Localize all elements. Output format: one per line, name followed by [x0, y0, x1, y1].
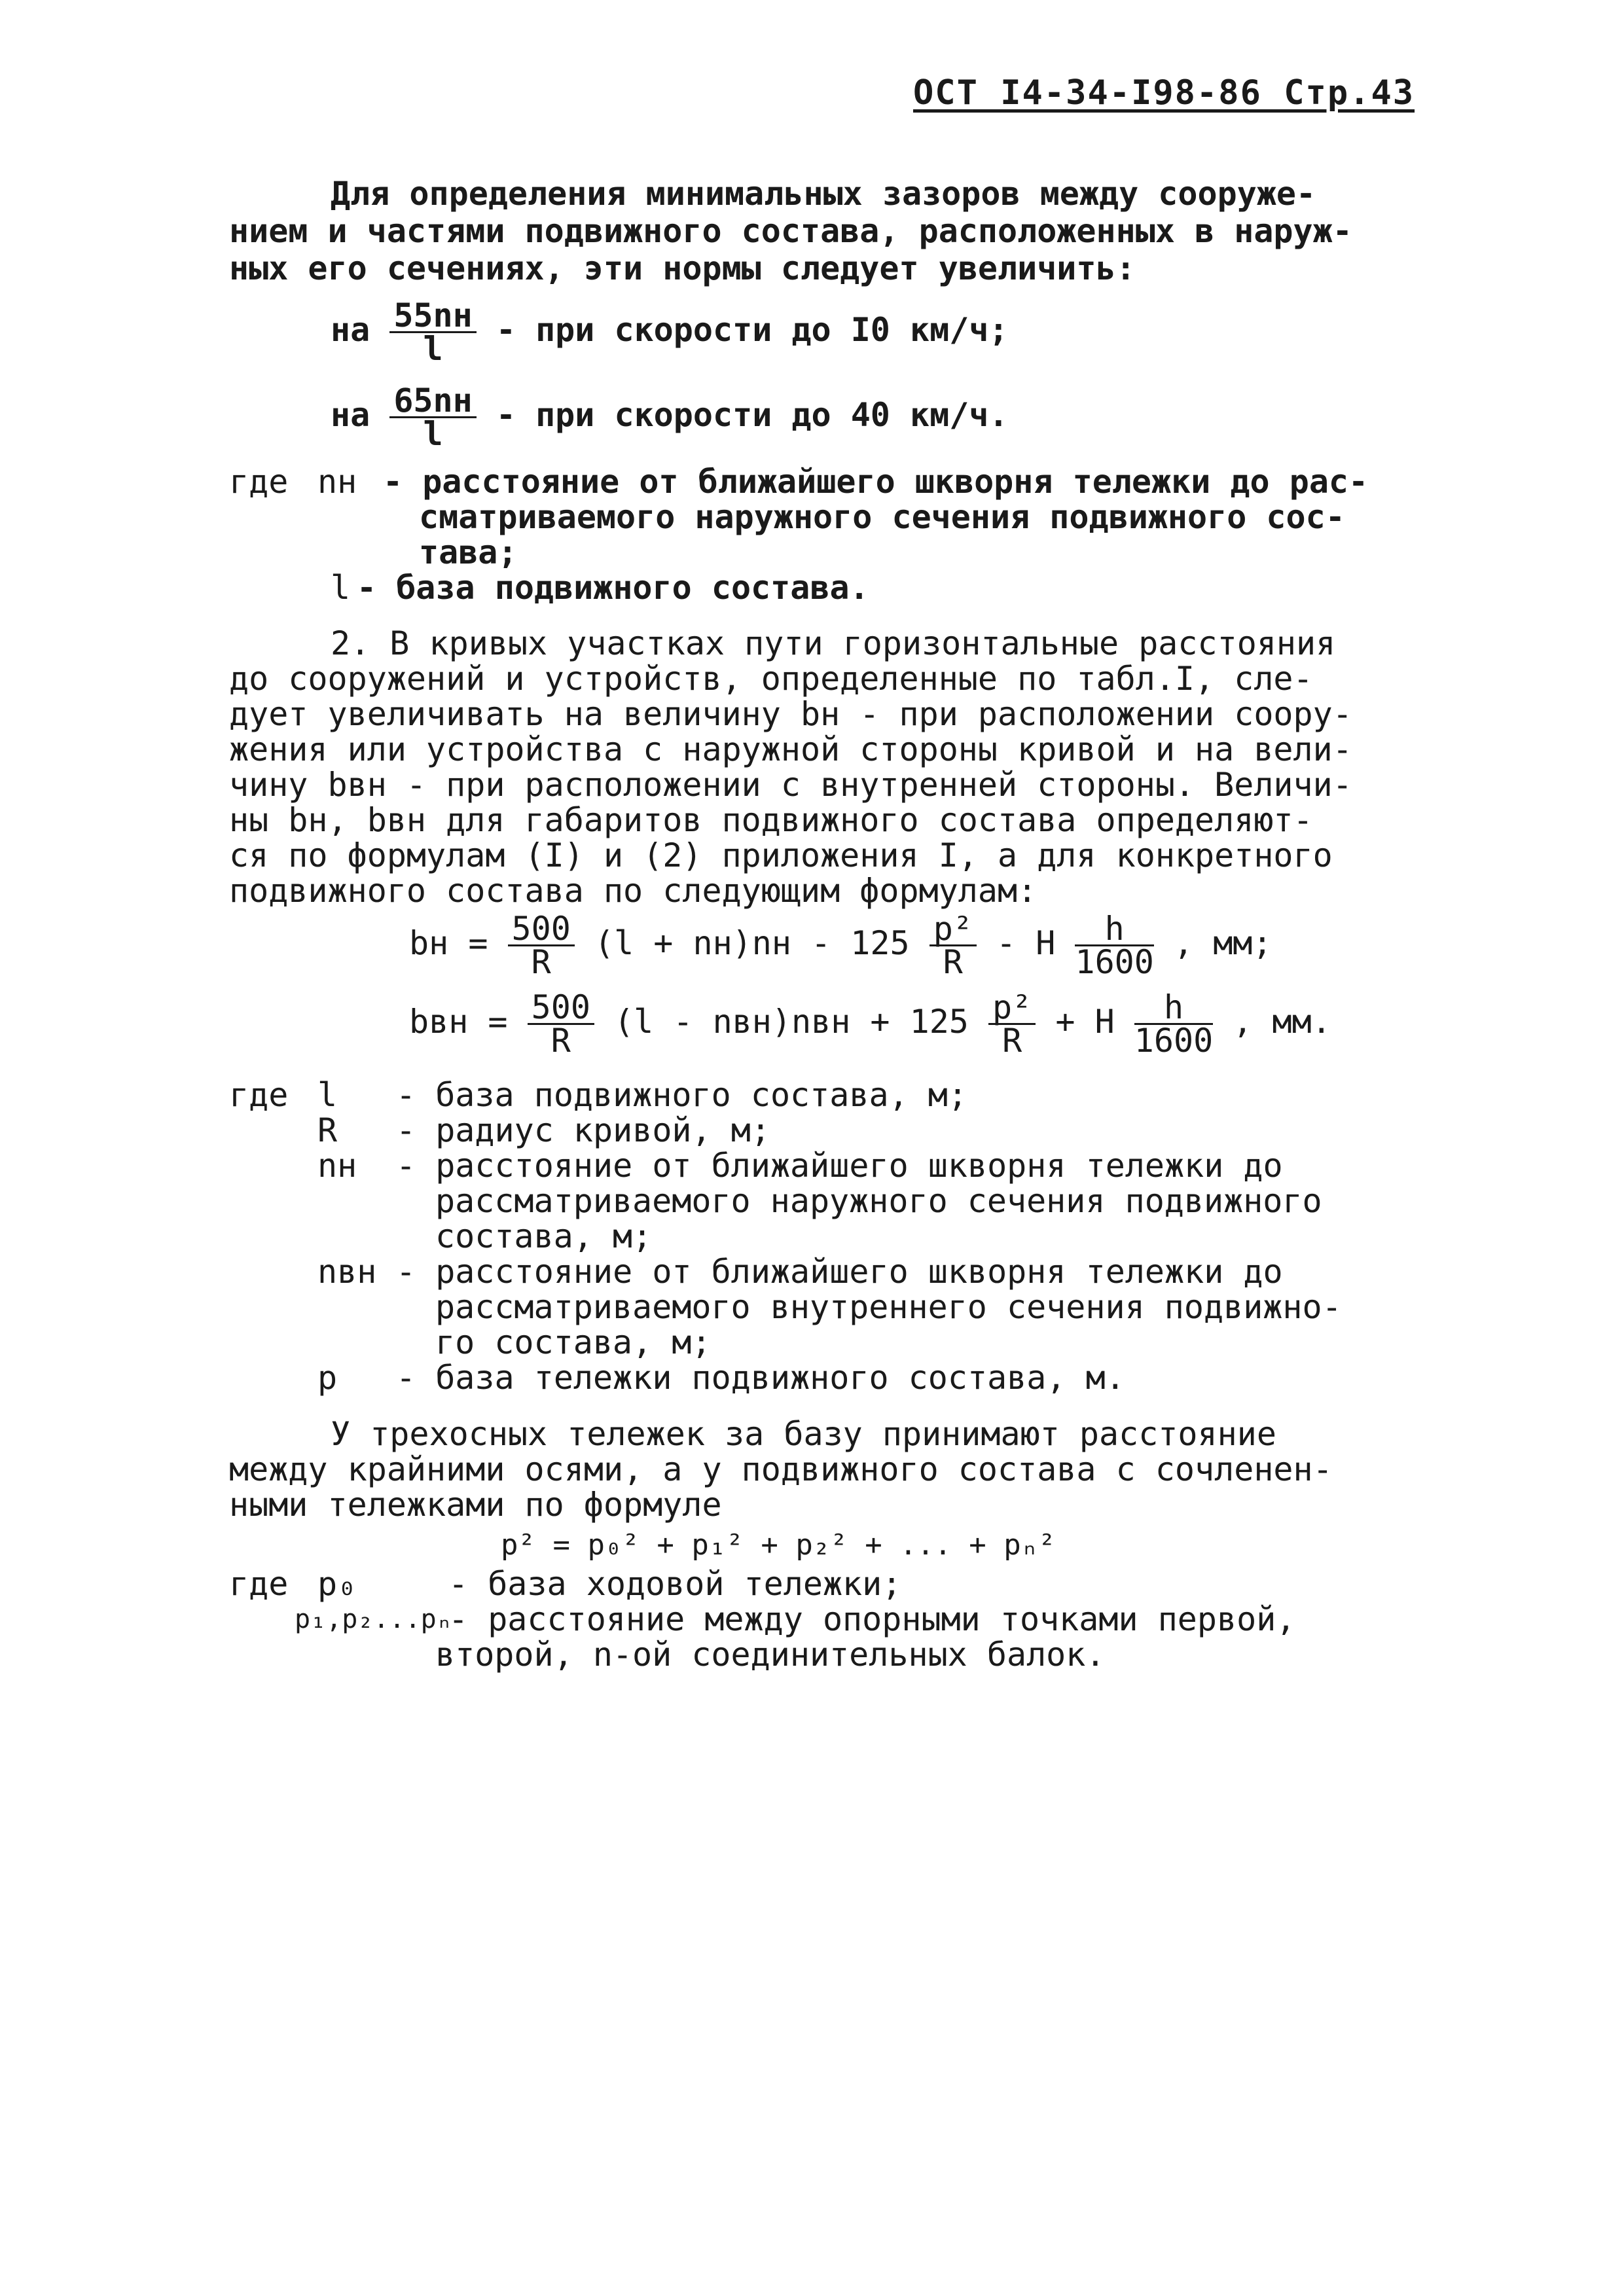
symbol: p [317, 1359, 338, 1397]
para2-line-8: подвижного состава по следующим формулам: [229, 872, 1038, 910]
speed-rule-1 [331, 296, 1009, 368]
fraction-numerator: 500 [528, 992, 594, 1025]
para3-line-3: ными тележками по формуле [229, 1486, 722, 1524]
fraction-numerator: p² [929, 913, 977, 946]
symbol-l: l [331, 569, 351, 607]
formula-fraction [1134, 988, 1214, 1060]
speed-rule-text: - при скорости до 40 км/ч. [496, 396, 1009, 434]
fraction-denominator: R [943, 943, 963, 981]
intro-line-2: нием и частями подвижного состава, расположенных в наруж- [229, 212, 1352, 250]
fraction-denominator: l [423, 415, 443, 453]
definition-line: - база тележки подвижного состава, м. [396, 1359, 1125, 1397]
para2-line-7: ся по формулам (I) и (2) приложения I, а для конкретного [229, 836, 1333, 874]
formula-fraction [528, 988, 594, 1060]
symbol-p1-pn: p₁,p₂...pₙ [295, 1604, 452, 1634]
definition-line: рассматриваемого наружного сечения подвижного [435, 1182, 1322, 1220]
definition-line: - расстояние от ближайшего шкворня тележки до [396, 1147, 1283, 1185]
fraction-numerator: 55nн [389, 300, 476, 333]
formula-unit: , мм. [1233, 1003, 1331, 1041]
definition-line: - расстояние между опорными точками первой, [448, 1600, 1296, 1638]
formula-unit: , мм; [1174, 924, 1272, 962]
where-label: где [229, 463, 289, 501]
definition-line: - радиус кривой, м; [396, 1111, 770, 1149]
fraction-denominator: 1600 [1075, 943, 1154, 981]
formula-fraction [508, 910, 575, 981]
formula-equals: = [488, 1003, 508, 1041]
para2-line-3: дует увеличивать на величину bн - при расположении соору- [229, 695, 1352, 733]
formula-term: + H [1055, 1003, 1115, 1041]
para2-line-4: жения или устройства с наружной стороны кривой и на вели- [229, 730, 1352, 768]
formula-b-outer [409, 910, 1272, 981]
formula-lhs: bн [409, 924, 449, 962]
symbol-p0: p₀ [317, 1565, 357, 1603]
symbol: nвн [317, 1253, 377, 1291]
fraction-denominator: 1600 [1134, 1022, 1214, 1060]
symbol: R [317, 1111, 338, 1149]
definition-line: рассматриваемого внутреннего сечения подвижно- [435, 1288, 1342, 1326]
definition-line: - расстояние от ближайшего шкворня тележки до рас- [383, 463, 1369, 501]
speed-rule-fraction [389, 382, 476, 453]
where-label: где [229, 1076, 289, 1114]
speed-rule-prefix: на [331, 311, 370, 349]
symbol: l [317, 1076, 338, 1114]
formula-fraction [929, 910, 977, 981]
formula-equals: = [468, 924, 488, 962]
para2-line-5: чину bвн - при расположении с внутренней стороны. Величи- [229, 766, 1352, 804]
definition-line: состава, м; [435, 1217, 653, 1255]
fraction-denominator: R [531, 943, 551, 981]
definition-line: второй, n-ой соединительных балок. [435, 1636, 1106, 1674]
formula-term: (l - nвн)nвн + 125 [614, 1003, 969, 1041]
symbol-n-outer: nн [317, 463, 357, 501]
formula-b-inner [409, 988, 1331, 1060]
definition-line: - база подвижного состава. [357, 569, 869, 607]
para3-line-2: между крайними осями, а у подвижного состава с сочленен- [229, 1450, 1333, 1488]
fraction-numerator: h [1075, 913, 1153, 946]
speed-rule-2 [331, 382, 1009, 453]
fraction-denominator: R [550, 1022, 571, 1060]
formula-fraction [1075, 910, 1154, 981]
formula-lhs: bвн [409, 1003, 469, 1041]
fraction-numerator: 65nн [389, 385, 476, 418]
page-header: ОСТ I4-34-I98-86 Стр.43 [913, 73, 1415, 113]
fraction-numerator: 500 [508, 913, 575, 946]
intro-line-1: Для определения минимальных зазоров между сооруже- [331, 175, 1316, 213]
para3-line-1: У трехосных тележек за базу принимают расстояние [331, 1415, 1276, 1453]
speed-rule-prefix: на [331, 396, 370, 434]
definition-line: тава; [419, 533, 518, 571]
fraction-denominator: R [1002, 1022, 1022, 1060]
fraction-denominator: l [423, 330, 443, 368]
definition-line: - база подвижного состава, м; [396, 1076, 967, 1114]
formula-fraction [988, 988, 1036, 1060]
para2-line-2: до сооружений и устройств, определенные по табл.I, сле- [229, 660, 1313, 698]
definition-line: - база ходовой тележки; [448, 1565, 902, 1603]
definition-line: сматриваемого наружного сечения подвижного сос- [419, 498, 1345, 536]
fraction-numerator: h [1134, 992, 1213, 1025]
speed-rule-text: - при скорости до I0 км/ч; [496, 311, 1009, 349]
fraction-numerator: p² [988, 992, 1036, 1025]
para2-line-6: ны bн, bвн для габаритов подвижного состава определяют- [229, 801, 1313, 839]
symbol: nн [317, 1147, 357, 1185]
definition-line: го состава, м; [435, 1323, 712, 1361]
formula-term: - H [996, 924, 1056, 962]
para2-line-1: 2. В кривых участках пути горизонтальные расстояния [331, 624, 1336, 662]
intro-line-3: ных его сечениях, эти нормы следует увеличить: [229, 249, 1136, 287]
definition-line: - расстояние от ближайшего шкворня тележки до [396, 1253, 1283, 1291]
formula-p-squared: p² = p₀² + p₁² + p₂² + ... + pₙ² [501, 1528, 1056, 1562]
speed-rule-fraction [389, 296, 476, 368]
formula-term: (l + nн)nн - 125 [594, 924, 910, 962]
where-label: где [229, 1565, 289, 1603]
